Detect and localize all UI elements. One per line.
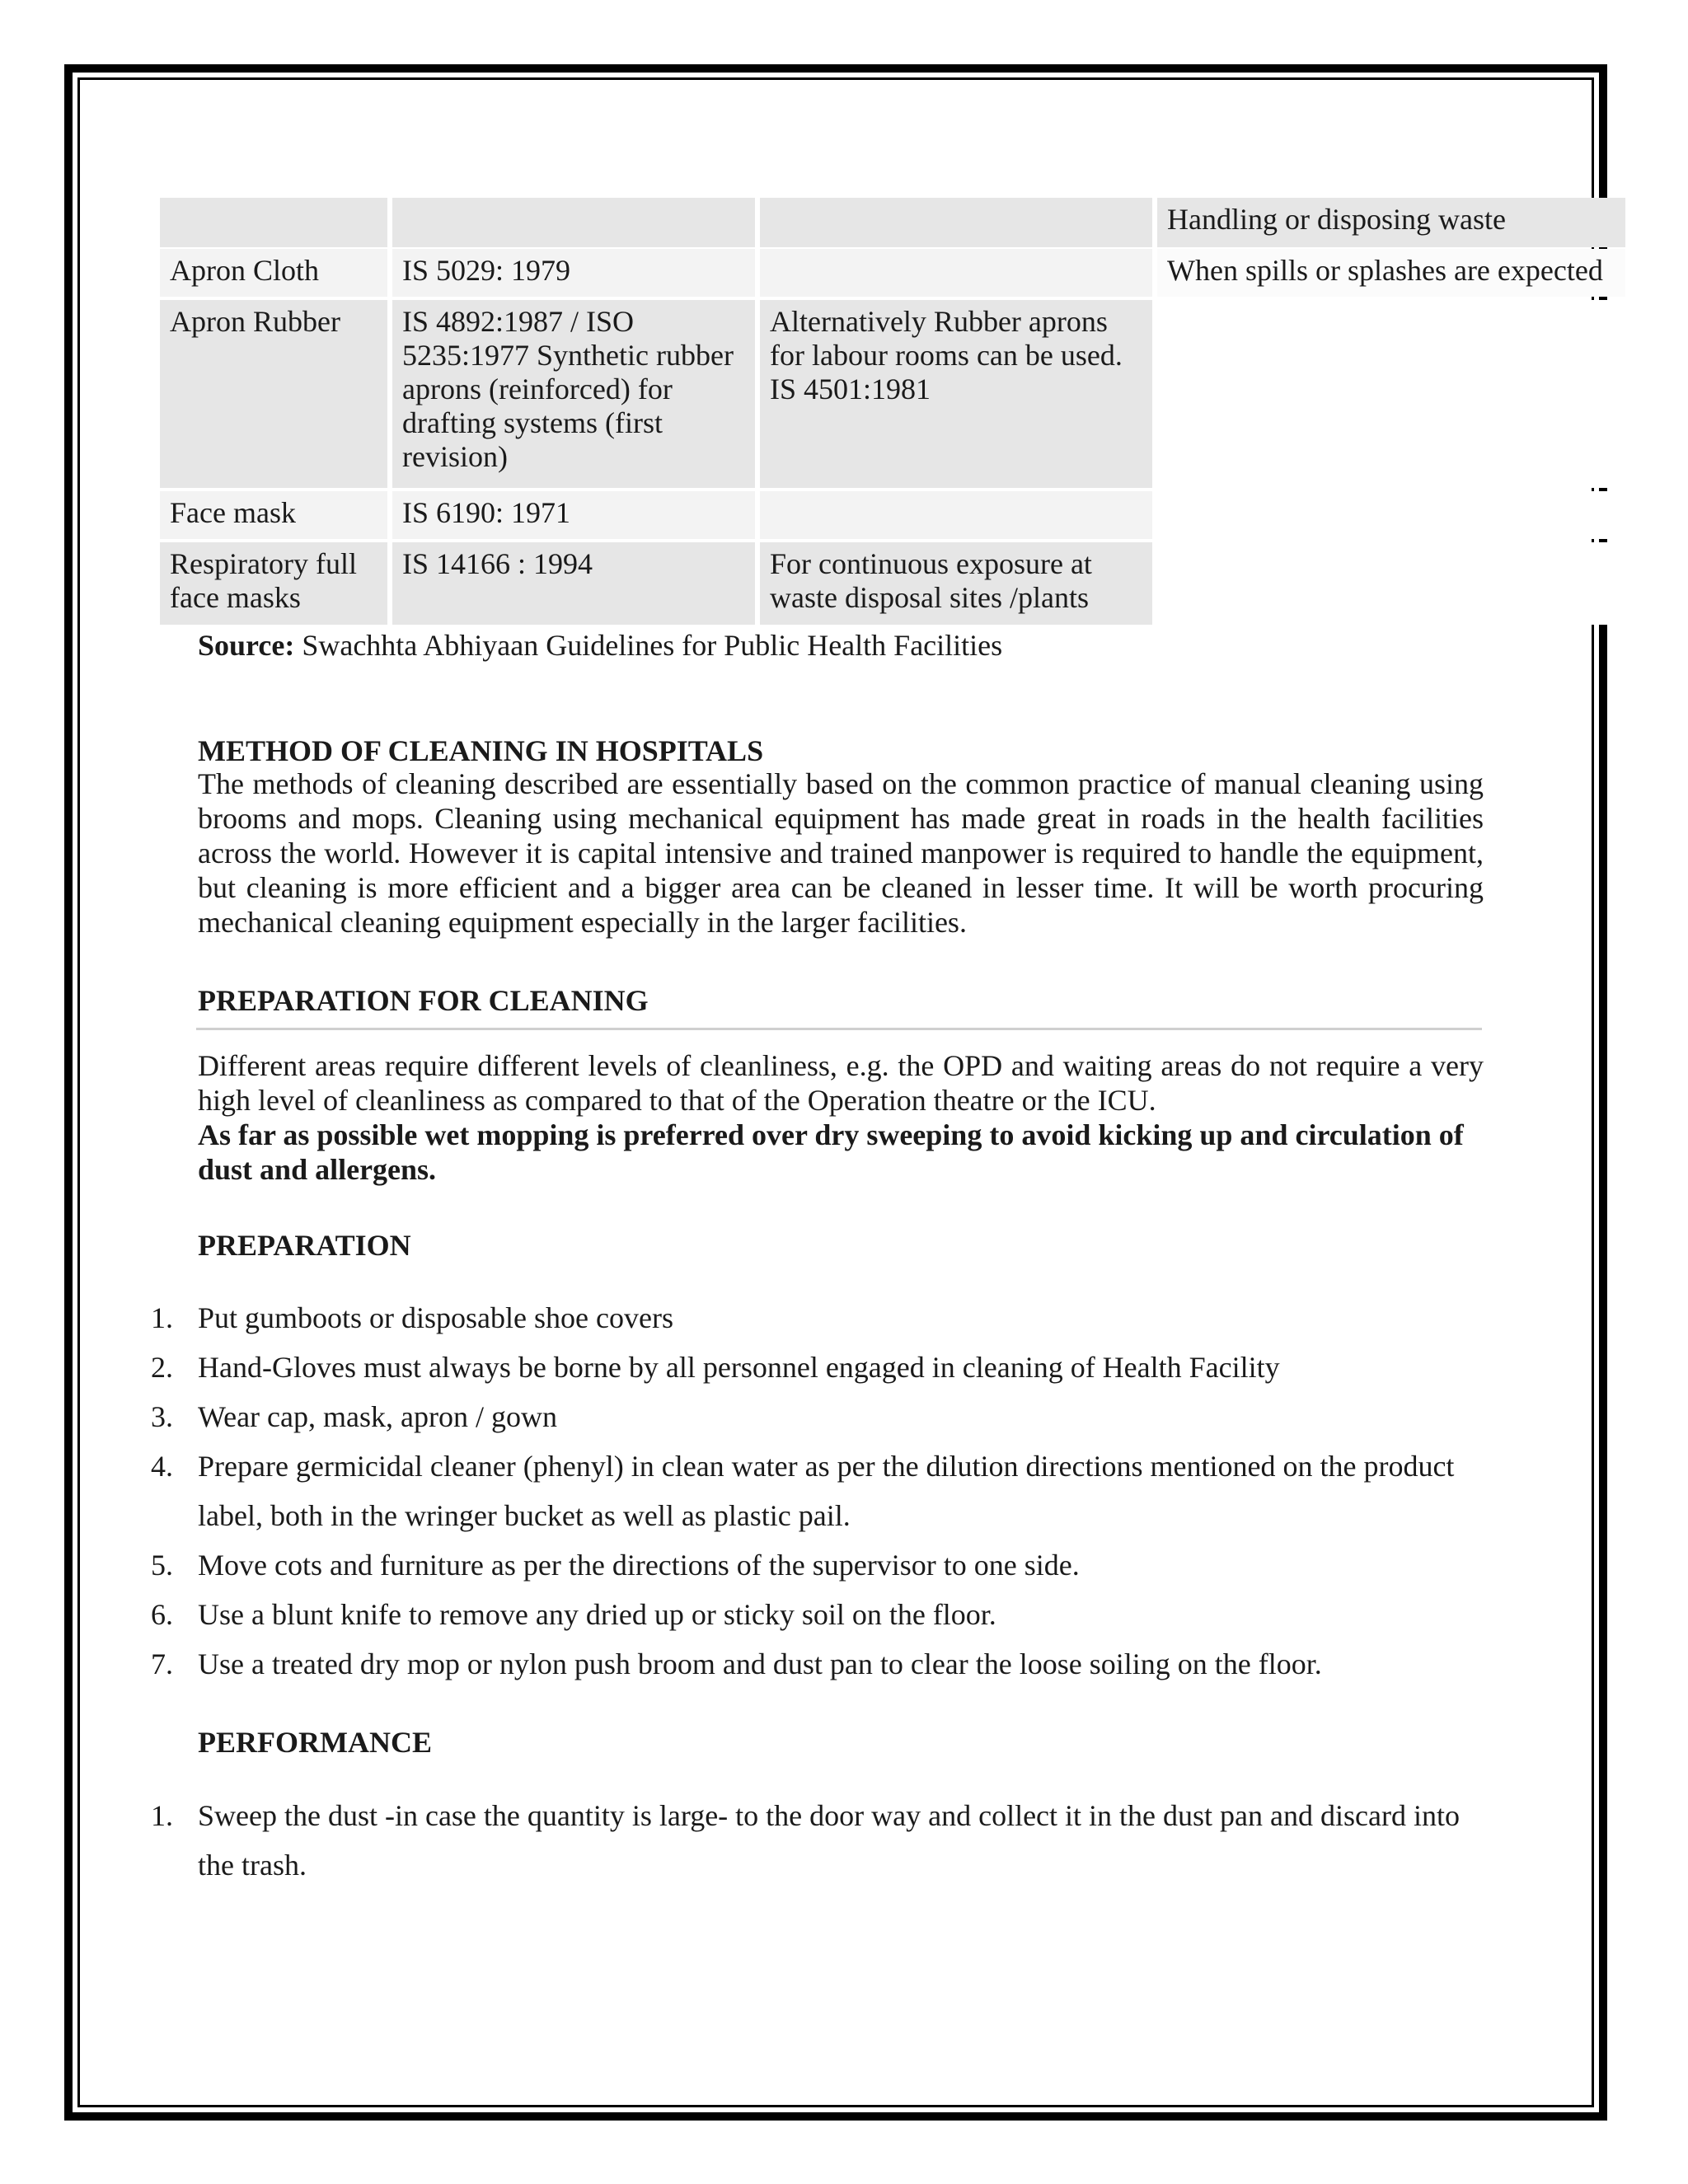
list-text: Use a treated dry mop or nylon push broom and dust pan to clear the loose soiling on the floor.	[198, 1647, 1322, 1680]
table-row	[160, 491, 1625, 539]
table-cell	[1157, 491, 1625, 539]
table-row	[160, 300, 1625, 488]
table-cell	[760, 198, 1152, 247]
table-cell: IS 4892:1987 / ISO 5235:1977 Synthetic rubber aprons (reinforced) for drafting systems (first revision)	[392, 300, 755, 488]
table-cell	[1157, 300, 1625, 488]
list-number: 1.	[151, 1799, 173, 1832]
table-row	[160, 542, 1625, 625]
list-number: 5.	[151, 1549, 173, 1582]
table-cell: IS 14166 : 1994	[392, 542, 755, 625]
table-cell: IS 5029: 1979	[392, 249, 755, 297]
table-cell: Respiratory full face masks	[160, 542, 387, 625]
preparation-for-cleaning-heading: PREPARATION FOR CLEANING	[198, 984, 649, 1017]
list-text: Move cots and furniture as per the directions of the supervisor to one side.	[198, 1549, 1080, 1582]
list-text: Prepare germicidal cleaner (phenyl) in clean water as per the dilution directions mentioned on the product label, both in the wringer bucket as well as plastic pail.	[198, 1450, 1455, 1532]
performance-heading: PERFORMANCE	[198, 1726, 432, 1759]
section-divider	[196, 1028, 1482, 1030]
list-number: 4.	[151, 1450, 173, 1483]
preparation-for-cleaning-paragraph: Different areas require different levels of cleanliness, e.g. the OPD and waiting areas do not require a very high level of cleanliness as compared to that of the Operation theatre or the ICU.	[198, 1049, 1484, 1117]
list-text: Put gumboots or disposable shoe covers	[198, 1301, 673, 1334]
ppe-standards-table	[160, 198, 1625, 626]
table-source-note	[198, 628, 1002, 663]
table-cell: Alternatively Rubber aprons for labour rooms can be used. IS 4501:1981	[760, 300, 1152, 488]
table-cell	[160, 198, 387, 247]
list-number: 3.	[151, 1400, 173, 1433]
table-cell	[1157, 542, 1625, 625]
table-cell: Handling or disposing waste	[1157, 198, 1625, 247]
table-cell: Apron Cloth	[160, 249, 387, 297]
source-label: Source:	[198, 629, 295, 662]
table-cell	[760, 249, 1152, 297]
method-heading: METHOD OF CLEANING IN HOSPITALS	[198, 734, 764, 767]
wet-mopping-note: As far as possible wet mopping is preferred over dry sweeping to avoid kicking up and circulation of dust and allergens.	[198, 1118, 1464, 1186]
table-cell: When spills or splashes are expected	[1157, 249, 1625, 297]
list-text: Wear cap, mask, apron / gown	[198, 1400, 557, 1433]
table-row	[160, 249, 1625, 297]
preparation-heading: PREPARATION	[198, 1229, 411, 1262]
table-cell	[392, 198, 755, 247]
list-number: 1.	[151, 1301, 173, 1334]
list-text: Use a blunt knife to remove any dried up or sticky soil on the floor.	[198, 1598, 996, 1631]
table-cell: Face mask	[160, 491, 387, 539]
list-number: 2.	[151, 1351, 173, 1384]
table-row	[160, 198, 1625, 247]
list-text: Hand-Gloves must always be borne by all personnel engaged in cleaning of Health Facility	[198, 1351, 1280, 1384]
list-text: Sweep the dust -in case the quantity is large- to the door way and collect it in the dust pan and discard into the trash.	[198, 1799, 1460, 1882]
list-number: 6.	[151, 1598, 173, 1631]
method-paragraph: The methods of cleaning described are essentially based on the common practice of manual cleaning using brooms and mops. Cleaning using mechanical equipment has made great in roads in the health facilities across the world. However it is capital intensive and trained manpower is required to handle the equipment, but cleaning is more efficient and a bigger area can be cleaned in lesser time. It will be worth procuring mechanical cleaning equipment especially in the larger facilities.	[198, 767, 1484, 939]
source-text: Swachhta Abhiyaan Guidelines for Public Health Facilities	[294, 629, 1003, 662]
table-cell: Apron Rubber	[160, 300, 387, 488]
table-cell: For continuous exposure at waste disposal sites /plants	[760, 542, 1152, 625]
list-number: 7.	[151, 1647, 173, 1680]
table-cell: IS 6190: 1971	[392, 491, 755, 539]
table-cell	[760, 491, 1152, 539]
